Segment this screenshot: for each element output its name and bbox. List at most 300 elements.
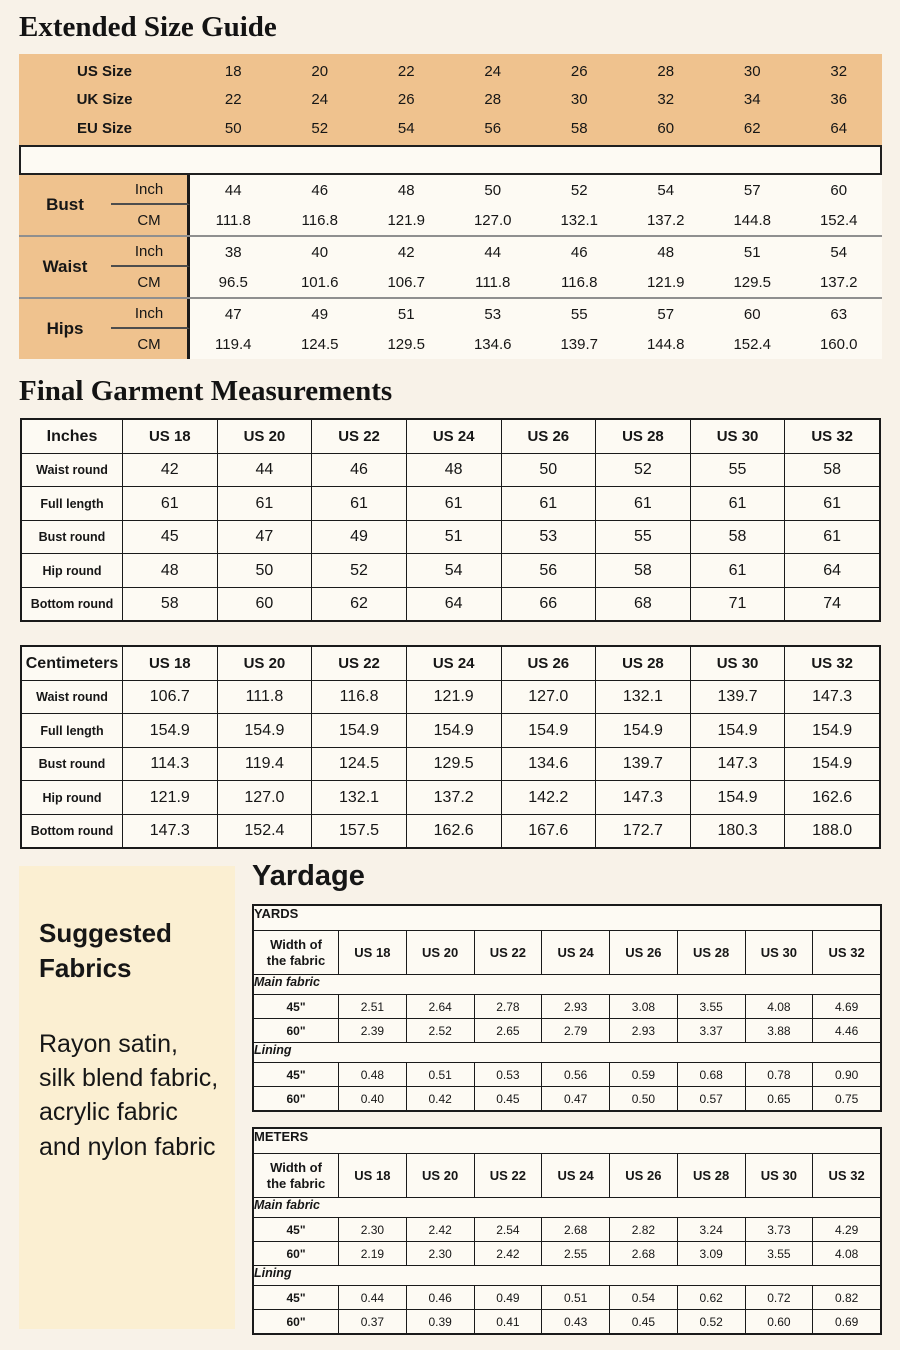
body-measurement-group [19, 175, 882, 235]
size-value-cell: 28 [657, 62, 675, 80]
garment-value-cell: 154.9 [501, 714, 596, 747]
yardage-data-row [254, 1062, 880, 1086]
size-value-cell: 22 [224, 91, 242, 109]
size-value-cell: 18 [224, 62, 242, 80]
yardage-value-cell: 2.93 [609, 1019, 677, 1042]
page-title: Extended Size Guide [19, 11, 277, 43]
measurement-value-cell: 121.9 [387, 211, 426, 229]
yardage-value-cell: 2.55 [541, 1242, 609, 1265]
measurement-value-cell: 60 [743, 305, 761, 323]
garment-value-cell: 61 [784, 487, 879, 520]
yardage-value-cell: 3.37 [677, 1019, 745, 1042]
garment-value-cell: 50 [501, 454, 596, 487]
garment-data-row [22, 780, 879, 814]
measurement-value-cell: 137.2 [646, 211, 685, 229]
yardage-value-cell: 0.60 [745, 1310, 813, 1333]
fabric-width-header-cell: Width of the fabric [266, 937, 326, 968]
body-measurement-group [19, 235, 882, 297]
garment-row-label: Full length [40, 723, 104, 738]
yardage-value-cell: 0.41 [474, 1310, 542, 1333]
measurement-value-cell: 40 [311, 243, 329, 261]
garment-row-label: Full length [40, 496, 104, 511]
measurement-value-cell: 55 [570, 305, 588, 323]
yardage-value-cell: 2.42 [406, 1218, 474, 1241]
yardage-value-cell: 4.29 [812, 1218, 880, 1241]
garment-value-cell: 64 [784, 554, 879, 587]
measurement-value-cell: 152.4 [819, 211, 858, 229]
yardage-value-cell: 0.59 [609, 1063, 677, 1086]
garment-value-cell: 55 [690, 454, 785, 487]
garment-value-cell: 154.9 [690, 781, 785, 814]
yardage-value-cell: 0.42 [406, 1087, 474, 1110]
yardage-value-cell: 2.30 [338, 1218, 406, 1241]
garment-data-row [22, 587, 879, 621]
size-header-cell: US 32 [784, 420, 879, 453]
garment-value-cell: 162.6 [784, 781, 879, 814]
size-header-cell: US 30 [745, 1154, 813, 1197]
measurement-value-cell: 49 [311, 305, 329, 323]
garment-value-cell: 139.7 [595, 748, 690, 781]
garment-value-cell: 42 [122, 454, 217, 487]
yardage-data-row [254, 1217, 880, 1241]
size-value-cell: 52 [311, 119, 329, 137]
garment-value-cell: 162.6 [406, 815, 501, 848]
garment-data-row [22, 553, 879, 587]
measurement-value-cell: 44 [484, 243, 502, 261]
fabric-width-cell: 60" [286, 1023, 306, 1038]
yardage-data-row [254, 1309, 880, 1333]
measurement-value-cell: 144.8 [646, 335, 685, 353]
garment-value-cell: 147.3 [690, 748, 785, 781]
size-header-cell: US 24 [406, 420, 501, 453]
size-header-cell: US 20 [406, 1154, 474, 1197]
yardage-table-meters [252, 1127, 882, 1335]
garment-value-cell: 61 [784, 521, 879, 554]
size-conversion-row [19, 114, 882, 143]
garment-value-cell: 47 [217, 521, 312, 554]
yardage-value-cell: 2.78 [474, 995, 542, 1018]
measurement-value-cell: 106.7 [387, 273, 426, 291]
yardage-value-cell: 0.45 [609, 1310, 677, 1333]
measurement-value-cell: 48 [397, 181, 415, 199]
size-header-cell: US 28 [595, 420, 690, 453]
yardage-value-cell: 3.73 [745, 1218, 813, 1241]
size-value-cell: 62 [743, 119, 761, 137]
suggested-fabrics-box [19, 866, 235, 1329]
size-header-cell: US 24 [406, 647, 501, 680]
yardage-value-cell: 4.08 [745, 995, 813, 1018]
yardage-value-cell: 0.53 [474, 1063, 542, 1086]
size-header-cell: US 26 [609, 931, 677, 974]
garment-value-cell: 188.0 [784, 815, 879, 848]
yardage-value-cell: 0.52 [677, 1310, 745, 1333]
size-header-cell: US 18 [122, 647, 217, 680]
garment-data-row [22, 814, 879, 848]
size-system-label: EU Size [76, 119, 133, 137]
measurement-value-cell: 132.1 [560, 211, 599, 229]
size-header-cell: US 18 [122, 420, 217, 453]
garment-value-cell: 167.6 [501, 815, 596, 848]
yardage-value-cell: 0.46 [406, 1286, 474, 1309]
size-header-cell: US 28 [595, 647, 690, 680]
measurement-value-cell: 152.4 [733, 335, 772, 353]
measurement-value-cell: 52 [570, 181, 588, 199]
fabrics-text: Rayon satin, silk blend fabric, acrylic fabric and nylon fabric [39, 1029, 219, 1161]
size-header-cell: US 24 [541, 1154, 609, 1197]
yardage-value-cell: 2.30 [406, 1242, 474, 1265]
garment-value-cell: 61 [217, 487, 312, 520]
yardage-value-cell: 0.57 [677, 1087, 745, 1110]
unit-header-cell: Inches [46, 427, 98, 445]
size-header-cell: US 30 [745, 931, 813, 974]
garment-value-cell: 51 [406, 521, 501, 554]
yardage-value-cell: 3.24 [677, 1218, 745, 1241]
size-system-label: US Size [76, 62, 133, 80]
body-measurement-group [19, 297, 882, 359]
yardage-value-cell: 4.46 [812, 1019, 880, 1042]
yardage-value-cell: 2.82 [609, 1218, 677, 1241]
unit-label-cell: CM [111, 329, 190, 359]
yardage-value-cell: 0.40 [338, 1087, 406, 1110]
yardage-section-banner: Lining [254, 1265, 880, 1285]
yardage-value-cell: 0.62 [677, 1286, 745, 1309]
measurement-value-cell: 121.9 [646, 273, 685, 291]
garment-value-cell: 64 [406, 588, 501, 621]
garment-value-cell: 61 [311, 487, 406, 520]
measurement-value-cell: 51 [743, 243, 761, 261]
garment-data-row [22, 453, 879, 487]
garment-value-cell: 50 [217, 554, 312, 587]
fabric-width-cell: 45" [286, 1067, 306, 1082]
size-header-cell: US 24 [541, 931, 609, 974]
size-header-cell: US 28 [677, 1154, 745, 1197]
yardage-value-cell: 0.65 [745, 1087, 813, 1110]
garment-value-cell: 127.0 [501, 681, 596, 714]
yardage-value-cell: 0.43 [541, 1310, 609, 1333]
garment-value-cell: 147.3 [784, 681, 879, 714]
garment-value-cell: 154.9 [690, 714, 785, 747]
garment-table-centimeters [20, 645, 881, 849]
garment-row-label: Bottom round [30, 597, 114, 612]
garment-value-cell: 154.9 [406, 714, 501, 747]
size-header-cell: US 32 [812, 1154, 880, 1197]
yardage-value-cell: 0.47 [541, 1087, 609, 1110]
unit-label-cell: Inch [111, 175, 190, 205]
yardage-value-cell: 0.50 [609, 1087, 677, 1110]
garment-value-cell: 45 [122, 521, 217, 554]
bottom-section [19, 860, 882, 1335]
size-header-cell: US 22 [474, 1154, 542, 1197]
garment-value-cell: 58 [122, 588, 217, 621]
garment-value-cell: 119.4 [217, 748, 312, 781]
measurement-value-cell: 50 [484, 181, 502, 199]
garment-row-label: Bottom round [30, 824, 114, 839]
fabric-width-cell: 60" [286, 1246, 306, 1261]
unit-label-cell: CM [111, 205, 190, 235]
measurement-value-cell: 48 [657, 243, 675, 261]
yardage-section-banner: Main fabric [254, 1197, 880, 1217]
measurement-value-cell: 60 [830, 181, 848, 199]
garment-value-cell: 58 [690, 521, 785, 554]
yardage-value-cell: 0.90 [812, 1063, 880, 1086]
measurement-value-cell: 127.0 [473, 211, 512, 229]
yardage-value-cell: 2.19 [338, 1242, 406, 1265]
size-value-cell: 26 [397, 91, 415, 109]
garment-value-cell: 116.8 [311, 681, 406, 714]
garment-value-cell: 139.7 [690, 681, 785, 714]
yardage-section-banner: Main fabric [254, 974, 880, 994]
garment-value-cell: 44 [217, 454, 312, 487]
yardage-value-cell: 3.09 [677, 1242, 745, 1265]
size-value-cell: 28 [484, 91, 502, 109]
garment-data-row [22, 486, 879, 520]
garment-value-cell: 61 [501, 487, 596, 520]
yardage-data-row [254, 994, 880, 1018]
measurement-value-cell: 111.8 [475, 273, 511, 291]
garment-row-label: Bust round [38, 757, 106, 772]
garment-value-cell: 49 [311, 521, 406, 554]
measurement-value-cell: 47 [224, 305, 242, 323]
measurement-value-cell: 139.7 [560, 335, 599, 353]
yardage-value-cell: 3.55 [677, 995, 745, 1018]
size-value-cell: 50 [224, 119, 242, 137]
garment-value-cell: 134.6 [501, 748, 596, 781]
yardage-unit-banner: YARDS [254, 906, 299, 922]
size-value-cell: 20 [311, 62, 329, 80]
size-value-cell: 56 [484, 119, 502, 137]
unit-header-cell: Centimeters [25, 654, 119, 672]
size-conversion-row [19, 85, 882, 114]
yardage-value-cell: 0.37 [338, 1310, 406, 1333]
yardage-data-row [254, 1241, 880, 1265]
size-conversion-row [19, 57, 882, 86]
size-value-cell: 32 [657, 91, 675, 109]
measurement-value-cell: 38 [224, 243, 242, 261]
size-value-cell: 34 [743, 91, 761, 109]
garment-table-inches [20, 418, 881, 622]
unit-label-cell: Inch [111, 299, 190, 329]
garment-value-cell: 142.2 [501, 781, 596, 814]
yardage-data-row [254, 1018, 880, 1042]
size-value-cell: 30 [743, 62, 761, 80]
measurement-value-cell: 129.5 [733, 273, 772, 291]
size-value-cell: 30 [570, 91, 588, 109]
garment-value-cell: 55 [595, 521, 690, 554]
unit-label-cell: CM [111, 267, 190, 297]
yardage-unit-banner: METERS [254, 1129, 309, 1145]
size-header-cell: US 28 [677, 931, 745, 974]
size-header-cell: US 26 [501, 647, 596, 680]
measurement-value-cell: 129.5 [387, 335, 426, 353]
garment-value-cell: 48 [122, 554, 217, 587]
size-header-cell: US 22 [311, 647, 406, 680]
garment-value-cell: 124.5 [311, 748, 406, 781]
yardage-value-cell: 2.68 [609, 1242, 677, 1265]
garment-value-cell: 147.3 [122, 815, 217, 848]
garment-value-cell: 154.9 [122, 714, 217, 747]
garment-value-cell: 48 [406, 454, 501, 487]
garment-value-cell: 54 [406, 554, 501, 587]
garment-value-cell: 74 [784, 588, 879, 621]
garment-value-cell: 52 [595, 454, 690, 487]
yardage-value-cell: 0.48 [338, 1063, 406, 1086]
size-header-cell: US 30 [690, 420, 785, 453]
garment-value-cell: 111.8 [217, 681, 312, 714]
garment-value-cell: 172.7 [595, 815, 690, 848]
garment-value-cell: 66 [501, 588, 596, 621]
yardage-table-yards [252, 904, 882, 1112]
yardage-value-cell: 0.56 [541, 1063, 609, 1086]
yardage-value-cell: 0.51 [406, 1063, 474, 1086]
yardage-value-cell: 2.64 [406, 995, 474, 1018]
measurement-value-cell: 57 [743, 181, 761, 199]
garment-value-cell: 127.0 [217, 781, 312, 814]
garment-value-cell: 61 [690, 554, 785, 587]
garment-section-title: Final Garment Measurements [19, 375, 393, 408]
size-header-cell: US 30 [690, 647, 785, 680]
fabric-width-header-cell: Width of the fabric [266, 1160, 326, 1191]
size-header-cell: US 26 [609, 1154, 677, 1197]
garment-value-cell: 46 [311, 454, 406, 487]
measurement-value-cell: 96.5 [218, 273, 248, 291]
yardage-value-cell: 2.39 [338, 1019, 406, 1042]
garment-value-cell: 61 [690, 487, 785, 520]
measurement-value-cell: 144.8 [733, 211, 772, 229]
measurement-value-cell: 119.4 [215, 335, 252, 353]
measurement-value-cell: 46 [570, 243, 588, 261]
garment-value-cell: 132.1 [595, 681, 690, 714]
garment-value-cell: 121.9 [122, 781, 217, 814]
size-value-cell: 24 [311, 91, 329, 109]
garment-value-cell: 180.3 [690, 815, 785, 848]
fabrics-title: Suggested Fabrics [39, 918, 172, 983]
garment-value-cell: 52 [311, 554, 406, 587]
yardage-value-cell: 2.93 [541, 995, 609, 1018]
garment-value-cell: 61 [122, 487, 217, 520]
measurement-value-cell: 42 [397, 243, 415, 261]
garment-value-cell: 60 [217, 588, 312, 621]
yardage-title: Yardage [252, 860, 365, 893]
measurement-value-cell: 57 [657, 305, 675, 323]
garment-row-label: Waist round [36, 690, 108, 705]
unit-label-cell: Inch [111, 237, 190, 267]
size-header-cell: US 20 [217, 647, 312, 680]
size-header-cell: US 20 [217, 420, 312, 453]
measurement-value-cell: 53 [484, 305, 502, 323]
yardage-section [252, 860, 882, 1335]
garment-value-cell: 58 [784, 454, 879, 487]
yardage-data-row [254, 1285, 880, 1309]
garment-value-cell: 53 [501, 521, 596, 554]
garment-value-cell: 154.9 [217, 714, 312, 747]
yardage-value-cell: 0.68 [677, 1063, 745, 1086]
size-value-cell: 24 [484, 62, 502, 80]
measurement-name-cell: Bust [19, 175, 111, 235]
yardage-value-cell: 0.82 [812, 1286, 880, 1309]
measurement-value-cell: 116.8 [561, 273, 598, 291]
size-value-cell: 36 [830, 91, 848, 109]
size-value-cell: 32 [830, 62, 848, 80]
size-header-cell: US 22 [311, 420, 406, 453]
size-conversion-table [19, 54, 882, 146]
garment-value-cell: 154.9 [784, 714, 879, 747]
yardage-value-cell: 3.08 [609, 995, 677, 1018]
yardage-value-cell: 0.75 [812, 1087, 880, 1110]
garment-value-cell: 68 [595, 588, 690, 621]
yardage-header-row [254, 930, 880, 974]
yardage-value-cell: 4.08 [812, 1242, 880, 1265]
garment-value-cell: 62 [311, 588, 406, 621]
garment-row-label: Hip round [42, 790, 102, 805]
fabric-width-cell: 45" [286, 1290, 306, 1305]
yardage-value-cell: 2.52 [406, 1019, 474, 1042]
garment-value-cell: 147.3 [595, 781, 690, 814]
garment-value-cell: 154.9 [784, 748, 879, 781]
garment-value-cell: 114.3 [122, 748, 217, 781]
yardage-value-cell: 0.39 [406, 1310, 474, 1333]
yardage-value-cell: 0.69 [812, 1310, 880, 1333]
garment-data-row [22, 747, 879, 781]
yardage-value-cell: 0.49 [474, 1286, 542, 1309]
measurement-value-cell: 111.8 [215, 211, 251, 229]
garment-data-row [22, 680, 879, 714]
measurement-value-cell: 101.6 [300, 273, 339, 291]
fabric-width-cell: 45" [286, 999, 306, 1014]
garment-value-cell: 58 [595, 554, 690, 587]
size-value-cell: 60 [657, 119, 675, 137]
garment-value-cell: 132.1 [311, 781, 406, 814]
garment-value-cell: 56 [501, 554, 596, 587]
empty-divider-bar [19, 145, 882, 175]
measurement-value-cell: 160.0 [819, 335, 858, 353]
garment-value-cell: 152.4 [217, 815, 312, 848]
yardage-value-cell: 2.42 [474, 1242, 542, 1265]
yardage-value-cell: 2.51 [338, 995, 406, 1018]
yardage-value-cell: 2.79 [541, 1019, 609, 1042]
measurement-value-cell: 44 [224, 181, 242, 199]
fabric-width-cell: 60" [286, 1091, 306, 1106]
yardage-value-cell: 2.54 [474, 1218, 542, 1241]
size-header-cell: US 20 [406, 931, 474, 974]
yardage-value-cell: 3.55 [745, 1242, 813, 1265]
size-header-cell: US 18 [338, 931, 406, 974]
measurement-value-cell: 116.8 [301, 211, 338, 229]
size-value-cell: 26 [570, 62, 588, 80]
yardage-value-cell: 4.69 [812, 995, 880, 1018]
measurement-name-cell: Waist [19, 237, 111, 297]
garment-value-cell: 157.5 [311, 815, 406, 848]
garment-header-row [22, 420, 879, 453]
size-value-cell: 54 [397, 119, 415, 137]
garment-value-cell: 129.5 [406, 748, 501, 781]
yardage-value-cell: 0.44 [338, 1286, 406, 1309]
garment-data-row [22, 520, 879, 554]
size-value-cell: 64 [830, 119, 848, 137]
body-measurements-table [19, 175, 882, 359]
size-header-cell: US 18 [338, 1154, 406, 1197]
yardage-value-cell: 0.45 [474, 1087, 542, 1110]
yardage-data-row [254, 1086, 880, 1110]
yardage-value-cell: 0.54 [609, 1286, 677, 1309]
garment-value-cell: 61 [406, 487, 501, 520]
size-header-cell: US 22 [474, 931, 542, 974]
garment-header-row [22, 647, 879, 680]
fabric-width-cell: 60" [286, 1314, 306, 1329]
yardage-section-banner: Lining [254, 1042, 880, 1062]
measurement-value-cell: 54 [830, 243, 848, 261]
measurement-value-cell: 124.5 [300, 335, 339, 353]
yardage-value-cell: 0.78 [745, 1063, 813, 1086]
